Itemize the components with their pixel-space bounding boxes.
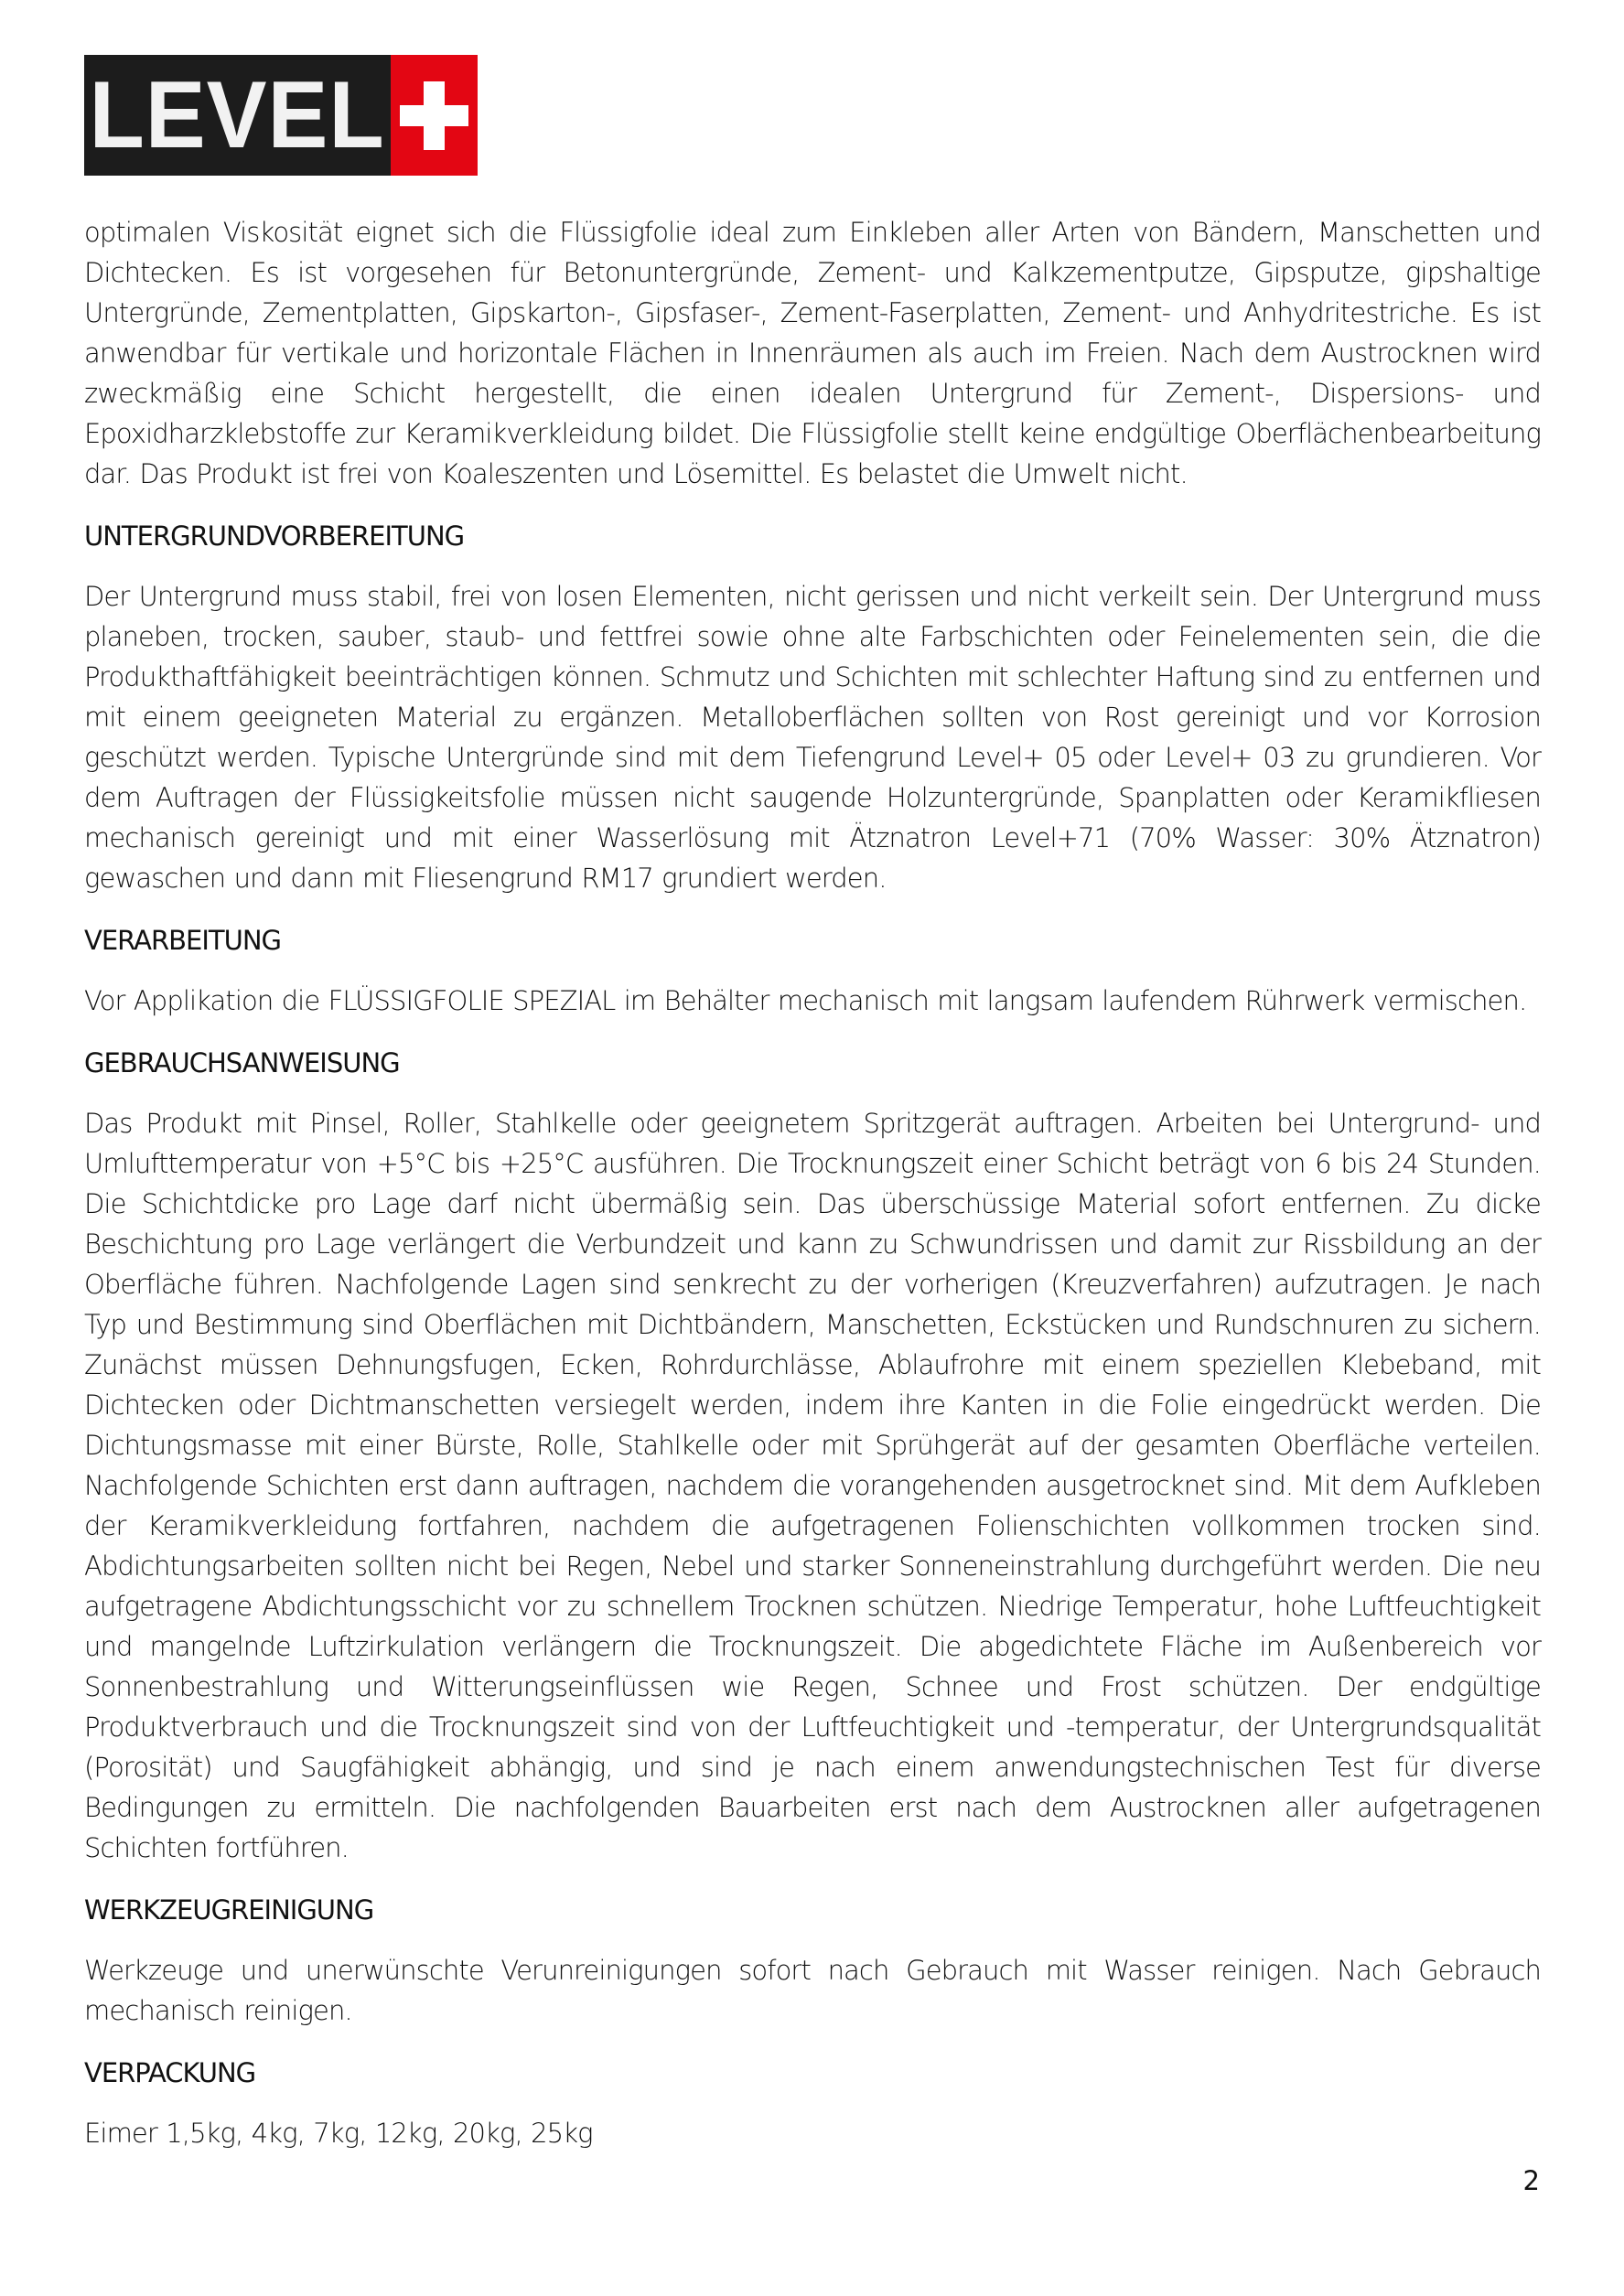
logo-wordmark-box [84,55,391,176]
heading-werkzeugreinigung: WERKZEUGREINIGUNG [84,1894,374,1926]
paragraph-untergrundvorbereitung: Der Untergrund muss stabil, frei von losen Elementen, nicht gerissen und nicht verkeilt sein. Der Untergrund muss planeben, trocken, sauber, staub- und fettfrei sowie ohne alte Farbschichten oder Feinelementen sein, die die Produkthaftfähigkeit beeinträchtigen können. Schmutz und Schichten mit schlechter Haftung sind zu entfernen und mit einem geeigneten Material zu ergänzen. Metalloberflächen sollten von Rost gereinigt und vor Korrosion geschützt werden. Typische Untergründe sind mit dem Tiefengrund Level+ 05 oder Level+ 03 zu grundieren. Vor dem Auftragen der Flüssigkeitsfolie müssen nicht saugende Holzuntergründe, Spanplatten oder Keramikfliesen mechanisch gereinigt und mit einer Wasserlösung mit Ätznatron Level+71 (70% Wasser: 30% Ätznatron) gewaschen und dann mit Fliesengrund RM17 grundiert werden. [84,581,1541,894]
paragraph-werkzeugreinigung: Werkzeuge und unerwünschte Verunreinigungen sofort nach Gebrauch mit Wasser reinigen. Nach Gebrauch mechanisch reinigen. [84,1955,1541,2026]
heading-verpackung: VERPACKUNG [84,2057,256,2088]
logo-wordmark: LEVEL [89,62,386,168]
paragraph-gebrauchsanweisung: Das Produkt mit Pinsel, Roller, Stahlkelle oder geeignetem Spritzgerät auftragen. Arbeiten bei Untergrund- und Umlufttemperatur von +5°C bis +25°C ausführen. Die Trocknungszeit einer Schicht beträgt von 6 bis 24 Stunden. Die Schichtdicke pro Lage darf nicht übermäßig sein. Das überschüssige Material sofort entfernen. Zu dicke Beschichtung pro Lage verlängert die Verbundzeit und kann zu Schwundrissen und damit zur Rissbildung an der Oberfläche führen. Nachfolgende Lagen sind senkrecht zu der vorherigen (Kreuzverfahren) aufzutragen. Je nach Typ und Bestimmung sind Oberflächen mit Dichtbändern, Manschetten, Eckstücken und Rundschnuren zu sichern. Zunächst müssen Dehnungsfugen, Ecken, Rohrdurchlässe, Ablaufrohre mit einem speziellen Klebeband, mit Dichtecken oder Dichtmanschetten versiegelt werden, indem ihre Kanten in die Folie eingedrückt werden. Die Dichtungsmasse mit einer Bürste, Rolle, Stahlkelle oder mit Sprühgerät auf der gesamten Oberfläche verteilen. Nachfolgende Schichten erst dann auftragen, nachdem die vorangehenden ausgetrocknet sind. Mit dem Aufkleben der Keramikverkleidung fortfahren, nachdem die aufgetragenen Folienschichten vollkommen trocken sind. Abdichtungsarbeiten sollten nicht bei Regen, Nebel und starker Sonneneinstrahlung durchgeführt werden. Die neu aufgetragene Abdichtungsschicht vor zu schnellem Trocknen schützen. Niedrige Temperatur, hohe Luftfeuchtigkeit und mangelnde Luftzirkulation verlängern die Trocknungszeit. Die abgedichtete Fläche im Außenbereich vor Sonnenbestrahlung und Witterungseinflüssen wie Regen, Schnee und Frost schützen. Der endgültige Produktverbrauch und die Trocknungszeit sind von der Luftfeuchtigkeit und -temperatur, der Untergrundsqualität (Porosität) und Saugfähigkeit abhängig, und sind je nach einem anwendungstechnischen Test für diverse Bedingungen zu ermitteln. Die nachfolgenden Bauarbeiten erst nach dem Austrocknen aller aufgetragenen Schichten fortführen. [84,1108,1541,1863]
page-number: 2 [1522,2165,1540,2196]
heading-untergrundvorbereitung: UNTERGRUNDVORBEREITUNG [84,520,465,552]
heading-verarbeitung: VERARBEITUNG [84,925,282,956]
logo-plus-box [391,55,478,176]
plus-icon [400,81,468,150]
intro-paragraph: optimalen Viskosität eignet sich die Flüssigfolie ideal zum Einkleben aller Arten von Bändern, Manschetten und Dichtecken. Es ist vorgesehen für Betonuntergründe, Zement- und Kalkzementputze, Gipsputze, gipshaltige Untergründe, Zementplatten, Gipskarton-, Gipsfaser-, Zement-Faserplatten, Zement- und Anhydritestriche. Es ist anwendbar für vertikale und horizontale Flächen in Innenräumen als auch im Freien. Nach dem Austrocknen wird zweckmäßig eine Schicht hergestellt, die einen idealen Untergrund für Zement-, Dispersions- und Epoxidharzklebstoffe zur Keramikverkleidung bildet. Die Flüssigfolie stellt keine endgültige Oberflächenbearbeitung dar. Das Produkt ist frei von Koaleszenten und Lösemittel. Es belastet die Umwelt nicht. [84,217,1541,489]
paragraph-verarbeitung: Vor Applikation die FLÜSSIGFOLIE SPEZIAL im Behälter mechanisch mit langsam laufendem Rührwerk vermischen. [84,985,1527,1016]
heading-gebrauchsanweisung: GEBRAUCHSANWEISUNG [84,1047,400,1078]
brand-logo [84,55,478,176]
paragraph-verpackung: Eimer 1,5kg, 4kg, 7kg, 12kg, 20kg, 25kg [84,2118,593,2149]
document-body [84,212,1541,2153]
